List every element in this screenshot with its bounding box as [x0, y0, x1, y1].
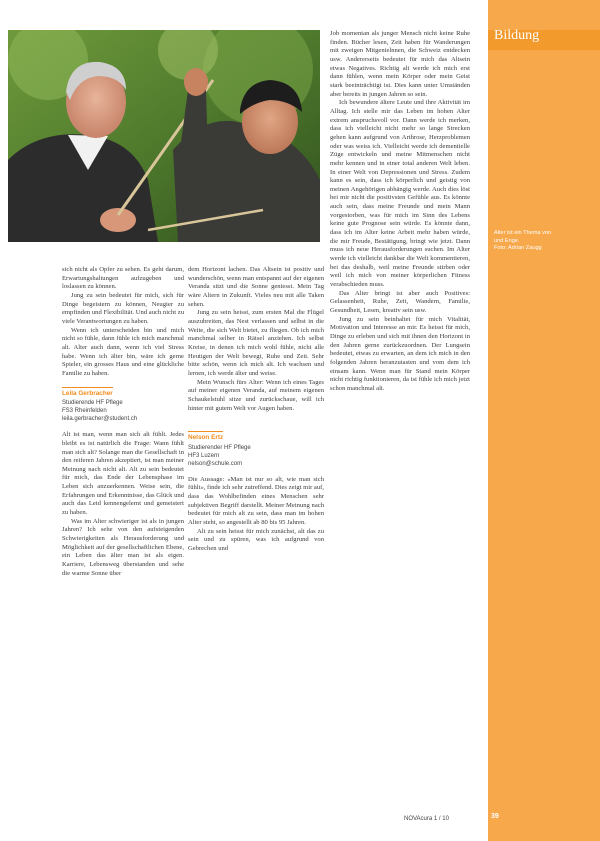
- magazine-name: NOVAcura 1 / 10: [404, 816, 449, 822]
- paragraph: Was im Alter schwieriger ist als in jungen Jahren? Ich sehe von den aufsteigenden Schwierigkeiten als Herausforderung und Möglichkeit auf der gesellschaftlichen Ebene, ein Leben das älter man ist als eigen. Karriere, Lebensweg überstanden und sehe die warme Sonne über: [62, 517, 184, 577]
- photo-two-men-icon: [8, 30, 320, 242]
- paragraph: Alt zu sein heisst für mich zunächst, alt das zu sein und zu spüren, was ich aufgrund von Gebrechen und: [188, 527, 324, 553]
- paragraph: Jung zu sein bedeutet für mich, sich für Dinge begeistern zu können, Neugier zu empfinden und Flexibilität. Und auch nicht zu viele Verantwortungen zu haben.: [62, 291, 184, 325]
- paragraph: Jung zu sein heisst, zum ersten Mal die Flügel auszubreiten, das Nest verlassen und selbst in die Weite, die sich Welt bietet, zu fliegen. Ob ich mich manchmal selber in Rätsel anziehen. Ich selbst Kreise, in denen ich mich wohl fühle, nicht alle Heutigen der Welt bewegt, Ruhe und Zeit. Sehr bitte schön, wenn ich mich alt. Ich wachsen und lernen, ich werde älter und weise.: [188, 309, 324, 377]
- paragraph: Ich bewundere ältere Leute und ihre Aktivität im Alltag. Ich stelle mir das Leben im hohen Alter extrem anspruchsvoll vor. Dann werde ich merken, dass ich vielleicht nicht mehr so lange Strecken gehen kann aufgrund von Arthrose, Herzproblemen oder was weiss ich. Vielleicht werde ich dementielle Züge entwickeln und meine Mitmenschen nicht mehr kennen und in einer total anderen Welt leben. In einer Welt von Depressionen und Stress. Zudem kann es sein, dass ich körperlich und geistig von meinen Angehörigen abhängig werde. Auch dies löst bei mir nicht die positivsten Gefühle aus. Es könnte auch sein, dass meine Freunde und mein Mann vorgestorben, was für mich im Sinn des Lebens keine gute Prognose sein würde. Es könnte dann, dass ich im Alter keine Arbeit mehr haben würde, die mir Freude, Bestätigung, bringt wie jetzt. Dann muss ich neue Herausforderungen suchen. Im Alter werde ich vielleicht dankbar die Welt kommentieren, bei das deshalb, weil meine Freunde stirben oder weil ich mich von meiner körperlichen Fitness verabschieden muss.: [330, 99, 470, 289]
- author-role: Studierende HF Pflege: [62, 400, 123, 407]
- paragraph: Alt ist man, wenn man sich alt fühlt. Jedes bleibt es ist natürlich die Frage: Wann fühlt man sich alt? Solange man die Gesellschaft in den reiferen Jahren akzeptiert, ist man meiner Meinung nach nicht alt. Alt zu sein bedeutet für mich, das Ende der Lebensphase im Leben sich anzuerkennen. Weise sein, die Erfahrungen und Erkenntnisse, das Glück und auch das Leid kennengelernt und gemeistert zu haben.: [62, 431, 184, 517]
- section-sidebar: [488, 0, 600, 841]
- paragraph: Job momentan als junger Mensch nicht keine Ruhe finden. Bücher lesen, Zeit haben für Wanderungen mit zweigen Mitgenielnnen, die Schweiz entdecken usw. Andererseits bedeutet für mich das Altsein etwas Negatives. Richtig alt werde ich mich erst dann fühlen, wenn mein Körper oder mein Geist stark beeinträchtigt ist. Dies kann unter Umständen aber bereits in jungen Jahren so sein.: [330, 30, 470, 98]
- author-block: [188, 431, 324, 468]
- article-photo: [8, 30, 320, 242]
- author-block: [62, 387, 184, 424]
- column-right: [330, 30, 470, 394]
- column-middle: [188, 266, 324, 554]
- section-title: Bildung: [494, 28, 540, 43]
- paragraph: Die Aussage: «Man ist nur so alt, wie man sich fühlt», finde ich sehr zutreffend. Dies zeigt mir auf, dass das Wohlbefinden eines Menschen sehr subjektiven Begriff darstellt. Meiner Meinung nach bedeutet für mich alt zu sein, dass man im hohen Alter steht, so angestellt ab 80 bis 95 Jahren.: [188, 475, 324, 527]
- paragraph: Wenn ich unterscheiden bin und mich nicht so fühle, dann fühle ich mich manchmal alt. Alter auch dann, wenn ich viel Stress habe. Wenn ich älter bin, wäre ich gerne Spieler, ein grosses Haus und eine glückliche Familie zu haben.: [62, 326, 184, 377]
- page-number: 39: [491, 813, 499, 820]
- author-class: HF3 Luzern: [188, 452, 220, 459]
- column-left: [62, 266, 184, 578]
- author-name: Nelson Ertz: [188, 431, 223, 443]
- author-email: leila.gerbracher@student.ch: [62, 416, 138, 423]
- paragraph: Mein Wunsch fürs Alter: Wenn ich eines Tages auf meiner eigenen Veranda, auf meinem eigenen Schaukelstuhl sitze und zurückschaue, will ich hinter mit gutem Welt vor Augen haben.: [188, 378, 324, 412]
- author-role: Studierender HF Pflege: [188, 444, 251, 451]
- paragraph: sich nicht als Opfer zu sehen. Es geht darum, Erwartungshaltungen aufzugeben und loslassen zu können.: [62, 266, 184, 291]
- author-class: FS3 Rheinfelden: [62, 408, 107, 415]
- paragraph: Jung zu sein beinhaltet für mich Vitalität, Motivation und Interesse an mir. Es heisst für mich, Dinge zu erleben und sich mit ihnen den Horizont in den Jahren gerne zurückzuordnen. Der Lungsein bedeutet, etwas zu erwarten, an dem ich mich in den folgenden Jahren heranzutasten und vom dem ich einsam kann. Wenn man für Stand mein Körper nicht richtig funktionieren, da ist fühle ich mich jetzt schon manchmal alt.: [330, 315, 470, 392]
- paragraph: Das Alter bringt ist aber auch Positives: Gelassenheit, Ruhe, Zeit, Wandern, Familie, Gesundheit, Lesen, kreativ sein usw.: [330, 289, 470, 314]
- photo-caption: Alter ist ein Thema von und Enge. Foto: Adrian Zaugg: [494, 230, 552, 251]
- author-email: nelson@schule.com: [188, 460, 243, 467]
- author-name: Leila Gerbracher: [62, 387, 113, 399]
- paragraph: dem Horizont lachen. Das Altsein ist positiv und wunderschön, wenn man entspannt auf der eigenen Veranda sitzt und die Sonne geniesst. Mein Tag wäre Altern in Zukunft. Vieles neu mit alle Taken sehen.: [188, 266, 324, 308]
